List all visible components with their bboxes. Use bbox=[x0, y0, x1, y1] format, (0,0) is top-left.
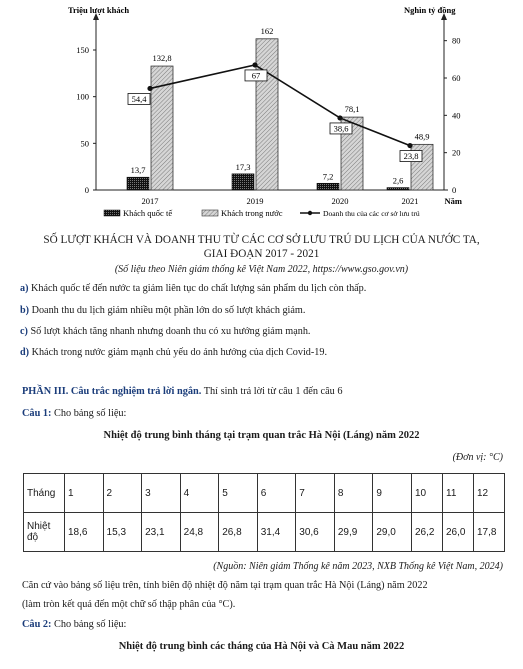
part3-heading-bold: PHẦN III. Câu trắc nghiệm trả lời ngắn. bbox=[22, 386, 202, 397]
line-point bbox=[147, 86, 152, 91]
table-cell: 5 bbox=[219, 474, 258, 513]
table-cell: 7 bbox=[296, 474, 335, 513]
bar-international bbox=[317, 183, 339, 190]
temperature-table bbox=[23, 473, 505, 552]
bar-international bbox=[387, 188, 409, 190]
data-label-domestic: 132,8 bbox=[152, 53, 172, 64]
table-cell: 15,3 bbox=[103, 513, 142, 552]
legend-label-line: Doanh thu của các cơ sở lưu trú bbox=[323, 209, 420, 218]
y-left-axis-title: Triệu lượt khách bbox=[68, 5, 130, 15]
data-label-domestic: 162 bbox=[260, 25, 274, 36]
table-cell: 8 bbox=[334, 474, 373, 513]
table-cell: 26,8 bbox=[219, 513, 258, 552]
q1-label: Câu 1: bbox=[22, 408, 52, 419]
line-point bbox=[407, 143, 412, 148]
legend-label-international: Khách quốc tế bbox=[123, 208, 173, 218]
table-cell: 26,2 bbox=[412, 513, 443, 552]
table-cell: 23,1 bbox=[142, 513, 181, 552]
data-label-international: 7,2 bbox=[322, 171, 334, 182]
q2-table-title: Nhiệt độ trung bình các tháng của Hà Nội và Cà Mau năm 2022 bbox=[118, 641, 405, 652]
data-label-domestic: 78,1 bbox=[344, 104, 360, 115]
y-right-tick-label: 20 bbox=[452, 147, 461, 158]
q1-unit: (Đơn vị: °C) bbox=[452, 452, 503, 463]
option-c bbox=[20, 326, 310, 337]
y-right-axis-title: Nghìn tỷ đồng bbox=[404, 5, 456, 15]
line-label: 67 bbox=[251, 70, 261, 81]
table-cell: 29,0 bbox=[373, 513, 412, 552]
y-left-tick-label: 150 bbox=[76, 45, 89, 55]
q1-question-line1: Căn cứ vào bảng số liệu trên, tính biên độ nhiệt độ năm tại trạm quan trắc Hà Nội (Láng) năm 2022 bbox=[22, 580, 428, 591]
table-row-header bbox=[24, 474, 505, 513]
x-tick-label: 2017 bbox=[141, 196, 159, 206]
table-cell: 3 bbox=[142, 474, 181, 513]
q1-table-source: (Nguồn: Niên giám Thống kê năm 2023, NXB Thống kê Việt Nam, 2024) bbox=[213, 561, 503, 572]
table-cell: 10 bbox=[412, 474, 443, 513]
y-left-tick-label: 50 bbox=[80, 138, 89, 149]
option-d-key: d) bbox=[20, 347, 30, 358]
x-axis-title: Năm bbox=[444, 196, 462, 206]
series-line-revenue bbox=[150, 65, 410, 146]
q1-question-line2: (làm tròn kết quả đến một chữ số thập phân của °C). bbox=[22, 599, 236, 610]
table-cell: 29,9 bbox=[334, 513, 373, 552]
table-cell: 24,8 bbox=[180, 513, 219, 552]
option-c-text: Số lượt khách tăng nhanh nhưng doanh thu có xu hướng giảm mạnh. bbox=[30, 326, 311, 337]
table-cell: Tháng bbox=[24, 474, 65, 513]
y-left-tick-label: 100 bbox=[76, 91, 89, 102]
option-c-key: c) bbox=[20, 326, 28, 337]
figure-title-line2: GIAI ĐOẠN 2017 - 2021 bbox=[203, 248, 320, 260]
x-tick-label: 2020 bbox=[331, 196, 349, 206]
table-cell: 9 bbox=[373, 474, 412, 513]
table-cell: 30,6 bbox=[296, 513, 335, 552]
table-cell: 11 bbox=[443, 474, 474, 513]
q2-intro-text: Cho bảng số liệu: bbox=[51, 619, 127, 630]
y-right-tick-label: 60 bbox=[452, 73, 461, 83]
legend-swatch-domestic bbox=[202, 210, 218, 216]
figure-title-line1: SỐ LƯỢT KHÁCH VÀ DOANH THU TỪ CÁC CƠ SỞ LƯU TRÚ DU LỊCH CỦA NƯỚC TA, bbox=[43, 234, 480, 246]
legend-label-domestic: Khách trong nước bbox=[221, 208, 283, 218]
option-a-key: a) bbox=[20, 283, 29, 294]
line-label: 54,4 bbox=[131, 93, 147, 104]
data-label-international: 13,7 bbox=[130, 165, 146, 176]
option-d bbox=[20, 347, 327, 358]
option-a-text: Khách quốc tế đến nước ta giảm liên tục do chất lượng sản phẩm du lịch còn thấp. bbox=[31, 283, 367, 294]
q1-intro bbox=[22, 408, 126, 419]
line-label: 38,6 bbox=[333, 123, 349, 134]
line-label: 23,8 bbox=[403, 151, 419, 162]
line-point bbox=[252, 62, 257, 67]
q2-label: Câu 2: bbox=[22, 619, 52, 630]
table-row-values bbox=[24, 513, 505, 552]
option-b bbox=[20, 305, 305, 316]
table-cell: 12 bbox=[474, 474, 505, 513]
bar-international bbox=[232, 174, 254, 190]
table-cell: Nhiệt độ bbox=[24, 513, 65, 552]
figure-source: (Số liệu theo Niên giám thống kê Việt Nam 2022, https://www.gso.gov.vn) bbox=[114, 264, 409, 275]
table-cell: 1 bbox=[65, 474, 104, 513]
table-cell: 26,0 bbox=[443, 513, 474, 552]
option-d-text: Khách trong nước giảm mạnh chủ yếu do ảnh hưởng của dịch Covid-19. bbox=[31, 347, 328, 358]
data-label-domestic: 48,9 bbox=[414, 131, 430, 142]
option-a bbox=[20, 283, 366, 294]
table-cell: 6 bbox=[257, 474, 296, 513]
part3-heading-rest: Thí sinh trả lời từ câu 1 đến câu 6 bbox=[201, 386, 343, 397]
bar-international bbox=[127, 177, 149, 190]
q1-intro-text: Cho bảng số liệu: bbox=[51, 408, 127, 419]
table-cell: 18,6 bbox=[65, 513, 104, 552]
table-cell: 4 bbox=[180, 474, 219, 513]
legend-swatch-line-marker bbox=[308, 211, 312, 215]
legend-swatch-international bbox=[104, 210, 120, 216]
y-right-tick-label: 80 bbox=[452, 35, 461, 46]
option-b-text: Doanh thu du lịch giảm nhiều một phần lớn do số lượt khách giảm. bbox=[31, 305, 306, 316]
data-label-international: 17,3 bbox=[235, 161, 251, 172]
y-right-tick-label: 40 bbox=[452, 110, 461, 121]
x-tick-label: 2021 bbox=[401, 196, 419, 206]
y-left-tick-label: 0 bbox=[84, 185, 89, 195]
x-tick-label: 2019 bbox=[246, 196, 264, 206]
line-point bbox=[337, 115, 342, 120]
q2-intro bbox=[22, 619, 126, 630]
table-cell: 31,4 bbox=[257, 513, 296, 552]
combo-chart bbox=[0, 0, 523, 228]
q1-table-title: Nhiệt độ trung bình tháng tại trạm quan trắc Hà Nội (Láng) năm 2022 bbox=[103, 430, 420, 441]
table-cell: 17,8 bbox=[474, 513, 505, 552]
table-cell: 2 bbox=[103, 474, 142, 513]
data-label-international: 2,6 bbox=[392, 175, 404, 186]
option-b-key: b) bbox=[20, 305, 30, 316]
y-right-tick-label: 0 bbox=[452, 185, 457, 195]
part3-heading bbox=[22, 386, 343, 397]
bar-domestic bbox=[256, 39, 278, 190]
